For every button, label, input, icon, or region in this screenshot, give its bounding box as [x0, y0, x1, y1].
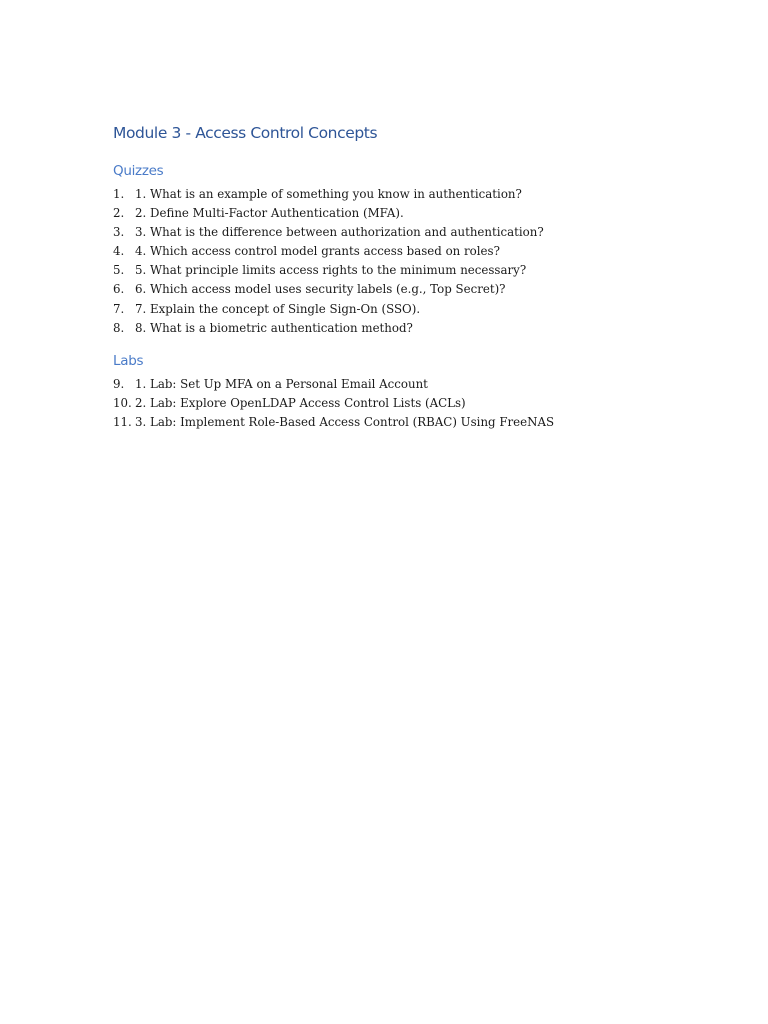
list-number: 11. [113, 415, 132, 430]
list-number: 3. [113, 225, 125, 240]
labs-list [113, 375, 554, 432]
list-item [113, 185, 544, 204]
quizzes-list [113, 185, 544, 338]
list-number: 10. [113, 396, 132, 411]
list-item [113, 280, 544, 299]
labs-heading: Labs [113, 353, 144, 369]
list-item [113, 261, 544, 280]
list-text: 8. What is a biometric authentication method? [135, 320, 413, 335]
list-item [113, 223, 544, 242]
list-number: 7. [113, 301, 125, 316]
list-item [113, 242, 544, 261]
list-number: 8. [113, 320, 125, 335]
list-text: 1. Lab: Set Up MFA on a Personal Email Account [135, 377, 428, 391]
list-item [113, 394, 554, 413]
list-text: 3. Lab: Implement Role-Based Access Control (RBAC) Using FreeNAS [135, 415, 555, 430]
list-text: 2. Define Multi-Factor Authentication (MFA). [135, 206, 404, 221]
list-number: 2. [113, 206, 125, 221]
list-number: 5. [113, 263, 125, 278]
list-text: 2. Lab: Explore OpenLDAP Access Control Lists (ACLs) [135, 396, 466, 411]
list-text: 7. Explain the concept of Single Sign-On (SSO). [135, 301, 421, 316]
list-number: 6. [113, 282, 125, 297]
quizzes-heading: Quizzes [113, 163, 164, 179]
list-number: 1. [113, 187, 125, 201]
list-text: 4. Which access control model grants access based on roles? [135, 244, 500, 259]
list-item [113, 375, 554, 394]
list-text: 3. What is the difference between authorization and authentication? [135, 225, 544, 240]
list-text: 6. Which access model uses security labels (e.g., Top Secret)? [135, 282, 506, 297]
list-number: 9. [113, 377, 125, 391]
list-item [113, 413, 554, 432]
list-item [113, 204, 544, 223]
list-item [113, 300, 544, 319]
document-title: Module 3 - Access Control Concepts [113, 124, 378, 142]
list-number: 4. [113, 244, 125, 259]
list-item [113, 319, 544, 338]
list-text: 1. What is an example of something you know in authentication? [135, 187, 522, 201]
list-text: 5. What principle limits access rights to the minimum necessary? [135, 263, 527, 278]
